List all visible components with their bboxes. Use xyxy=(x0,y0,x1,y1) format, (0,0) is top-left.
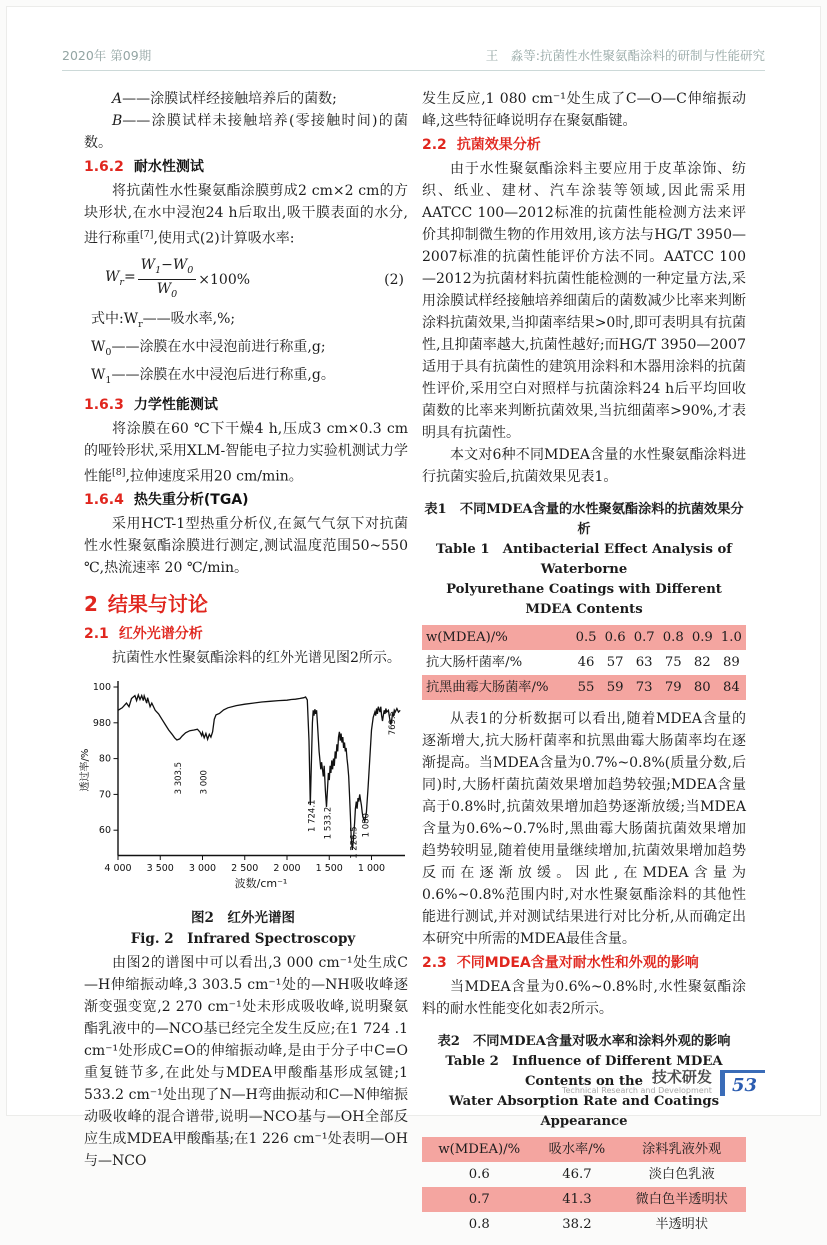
table-row: 抗黑曲霉大肠菌率/% 55 59 73 79 80 84 xyxy=(422,675,746,700)
page-header xyxy=(62,46,765,64)
header-rule xyxy=(62,70,765,71)
where-line-3: $W_1——$涂膜在水中浸泡后进行称重,g。 xyxy=(91,366,335,386)
x-tick-label: 2 500 xyxy=(231,863,259,875)
table-row: 抗大肠杆菌率/% 46 57 63 75 82 89 xyxy=(426,655,740,670)
table-1 xyxy=(422,625,746,700)
paragraph-continuation: 发生反应,1 080 cm⁻¹处生成了C—O—C伸缩振动峰,这些特征峰说明存在聚氨酯键。 xyxy=(422,91,746,129)
section-2-3: 2.3 不同MDEA含量对耐水性和外观的影响 xyxy=(422,955,699,971)
paragraph-ir-discussion: 由图2的谱图中可以看出,3 000 cm⁻¹处生成C—H伸缩振动峰,3 303.5 cm⁻¹处的—NH吸收峰逐渐变强变宽,2 270 cm⁻¹处未形成吸收峰,说明聚氨酯乳液中的—NCO基已经完全发生反应;在1 724 .1 cm⁻¹处形成C=O的伸缩振动峰,是由于分子中C=O重复链节多,在此处与MDEA甲酸酯基形成氢键;1 533.2 cm⁻¹处出现了N—H弯曲振动和C—N伸缩振动吸收峰的混合谱带,说明—NCO基与—OH全部反应生成MDEA甲酸酯基;在1 226 cm⁻¹处表明—OH与—NCO xyxy=(84,955,408,1170)
section-1-6-2 xyxy=(84,156,408,178)
table-row: 0.6 46.7 淡白色乳液 xyxy=(468,1167,715,1182)
y-tick-label: 980 xyxy=(92,718,111,730)
table-2-block xyxy=(422,1032,746,1237)
x-tick-label: 3 000 xyxy=(188,863,217,875)
definition-b: B——涂膜试样未接触培养(零接触时间)的菌数。 xyxy=(84,113,408,151)
paragraph-ir-intro: 抗菌性水性聚氨酯涂料的红外光谱见图2所示。 xyxy=(112,650,401,667)
where-line-2: $W_0——$涂膜在水中浸泡前进行称重,g; xyxy=(91,339,326,358)
table-row: 0.8 38.2 半透明状 xyxy=(468,1217,709,1232)
y-tick-label: 70 xyxy=(98,789,111,801)
eq-lhs: $W_r=$ xyxy=(105,269,136,288)
y-axis-label: 透过率/% xyxy=(80,748,91,792)
peak-label: 1 226.5 xyxy=(349,826,360,860)
eq-fraction xyxy=(138,256,197,305)
x-axis-label: 波数/cm⁻¹ xyxy=(234,877,288,891)
section-1-6-3: 1.6.3 力学性能测试 xyxy=(84,396,218,413)
eq-numerator: $W_1-W_0$ xyxy=(138,256,197,281)
x-tick-label: 1 000 xyxy=(357,863,386,875)
peak-label: 1 724.1 xyxy=(307,799,318,833)
figure-caption-en: Fig. 2 Infrared Spectroscopy xyxy=(130,931,356,948)
header-running-title: 王 淼等:抗菌性水性聚氨酯涂料的研制与性能研究 xyxy=(485,48,765,63)
ref-8: [8] xyxy=(112,466,126,478)
footer-section-zh: 技术研发 xyxy=(651,1068,712,1086)
x-tick-label: 4 000 xyxy=(104,863,132,875)
x-tick-label: 1 500 xyxy=(315,863,343,875)
peak-label: 3 000 xyxy=(199,770,210,795)
paragraph-table1-analysis: 从表1的分析数据可以看出,随着MDEA含量的逐渐增大,抗大肠杆菌率和抗黑曲霉大肠菌率均在逐渐提高。当MDEA含量为0.7%~0.8%(质量分数,后同)时,大肠杆菌抗菌效果增加趋势较强;MDEA含量高于0.8%时,抗菌效果增加趋势逐渐放缓;当MDEA含量为0.6%~0.7%时,黑曲霉大肠菌抗菌效果增加趋势较明显,随着使用量继续增加,抗菌效果增加趋势反而在逐渐放缓。因此,在MDEA含量为0.6%~0.8%范围内时,对水性聚氨酯涂料的其他性能进行测试,并对测试结果进行对比分析,从而确定出本研究中所需的MDEA最佳含量。 xyxy=(422,711,746,947)
paragraph-water-resistance: 将抗菌性水性聚氨酯涂膜剪成2 cm×2 cm的方块形状,在水中浸泡24 h后取出,吸干膜表面的水分,进行称重[7],使用式(2)计算吸水率: xyxy=(84,183,408,247)
section-number: 1.6.2 xyxy=(84,159,124,175)
eq-denominator: $W_0$ xyxy=(156,281,178,301)
var-a: A xyxy=(112,91,123,107)
paragraph-table1-intro: 本文对6种不同MDEA含量的水性聚氨酯涂料进行抗菌实验后,抗菌效果见表1。 xyxy=(422,447,746,485)
table2-caption-en-line1: Table 2 Influence of Different MDEA Contents on the xyxy=(445,1054,723,1089)
x-tick-label: 2 000 xyxy=(273,863,301,875)
ref-7: [7] xyxy=(140,229,154,240)
section-title: 耐水性测试 xyxy=(133,159,204,175)
footer-section-en: Technical Research and Development xyxy=(561,1086,712,1095)
paragraph-tga: 采用HCT-1型热重分析仪,在氮气气氛下对抗菌性水性聚氨酯涂膜进行测定,测试温度范围50~550 ℃,热流速率 20 ℃/min。 xyxy=(84,516,408,577)
var-b: B xyxy=(112,113,123,129)
peak-label: 1 080 xyxy=(361,813,372,838)
header-issue: 2020年 第09期 xyxy=(62,48,152,63)
peak-label: 1 533.2 xyxy=(323,807,334,840)
x-tick-label: 3 500 xyxy=(146,863,174,875)
table2-caption-en-line2: Water Absorption Rate and Coatings Appearance xyxy=(448,1094,720,1129)
equation-2 xyxy=(105,256,408,305)
table-row: w(MDEA)/% 吸水率/% 涂料乳液外观 xyxy=(422,1137,746,1162)
eq-rhs: ×100% xyxy=(198,271,251,288)
figure-2-ir-spectrum xyxy=(78,673,408,950)
table1-caption-en-line1: Table 1 Antibacterial Effect Analysis of Waterborne xyxy=(436,542,732,577)
y-tick-label: 100 xyxy=(92,682,111,694)
table2-caption-zh: 表2 不同MDEA含量对吸水率和涂料外观的影响 xyxy=(437,1034,731,1049)
table1-caption-zh: 表1 不同MDEA含量的水性聚氨酯涂料的抗菌效果分析 xyxy=(424,502,744,537)
y-tick-label: 80 xyxy=(98,753,111,765)
page-number-box xyxy=(720,1070,765,1096)
paragraph-mechanical: 将涂膜在60 ℃下干燥4 h,压成3 cm×0.3 cm的哑铃形状,采用XLM-智能电子拉力实验机测试力学性能[8],拉伸速度采用20 cm/min。 xyxy=(84,420,408,485)
table-row: w(MDEA)/% 0.5 0.6 0.7 0.8 0.9 1.0 xyxy=(422,625,746,650)
footer-section xyxy=(562,1069,712,1096)
left-column xyxy=(80,88,408,1172)
paragraph-antibacterial-methods: 由于水性聚氨酯涂料主要应用于皮革涂饰、纺织、纸业、建材、汽车涂装等领域,因此需采用AATCC 100—2012标准的抗菌性能检测方法来评价其抑制微生物的作用效用,该方法与HG/T 3950—2007标准的抗菌性能评价方法不同。AATCC 100—2012为抗菌材料抗菌性能检测的一种定量方法,采用涂膜试样经接触培养细菌后的菌数减少比率来判断涂料抗菌效果,当抑菌率结果>0时,即可表明具有抗菌性,且抑菌率越大,抗菌性越好;而HG/T 3950—2007适用于具有抗菌性的建筑用涂料和木器用涂料的抗菌性评价,采用空白对照样与抗菌涂料24 h后平均回收菌数的比率来判断抗菌效果,当抗细菌率>90%,才表明具有抗菌性。 xyxy=(422,161,746,441)
table1-caption-en-line2: Polyurethane Coatings with Different MDEA Contents xyxy=(446,582,722,617)
page-number: 53 xyxy=(731,1075,757,1096)
where-line-1: 式中$:W_r——$吸水率,%; xyxy=(91,311,236,331)
ir-spectrum-chart xyxy=(78,673,408,901)
section-2-1: 2.1 红外光谱分析 xyxy=(84,626,203,643)
section-2: 2 结果与讨论 xyxy=(84,592,208,617)
table-2 xyxy=(422,1137,746,1237)
section-1-6-4: 1.6.4 热失重分析(TGA) xyxy=(84,492,249,509)
page-footer xyxy=(562,1069,765,1096)
table-row: 0.7 41.3 微白色半透明状 xyxy=(422,1187,746,1212)
figure-caption-zh: 图2 红外光谱图 xyxy=(191,910,295,927)
definition-a: A——涂膜试样经接触培养后的菌数; xyxy=(112,91,337,107)
peak-label: 3 303.5 xyxy=(173,762,184,795)
eq-number: (2) xyxy=(384,271,404,288)
paragraph-table2-intro: 当MDEA含量为0.6%~0.8%时,水性聚氨酯涂料的耐水性能变化如表2所示。 xyxy=(422,979,746,1017)
peak-label: 769.5 xyxy=(388,711,398,736)
table-1-block xyxy=(422,500,746,700)
y-tick-label: 60 xyxy=(98,825,111,837)
section-2-2: 2.2 抗菌效果分析 xyxy=(422,137,541,153)
